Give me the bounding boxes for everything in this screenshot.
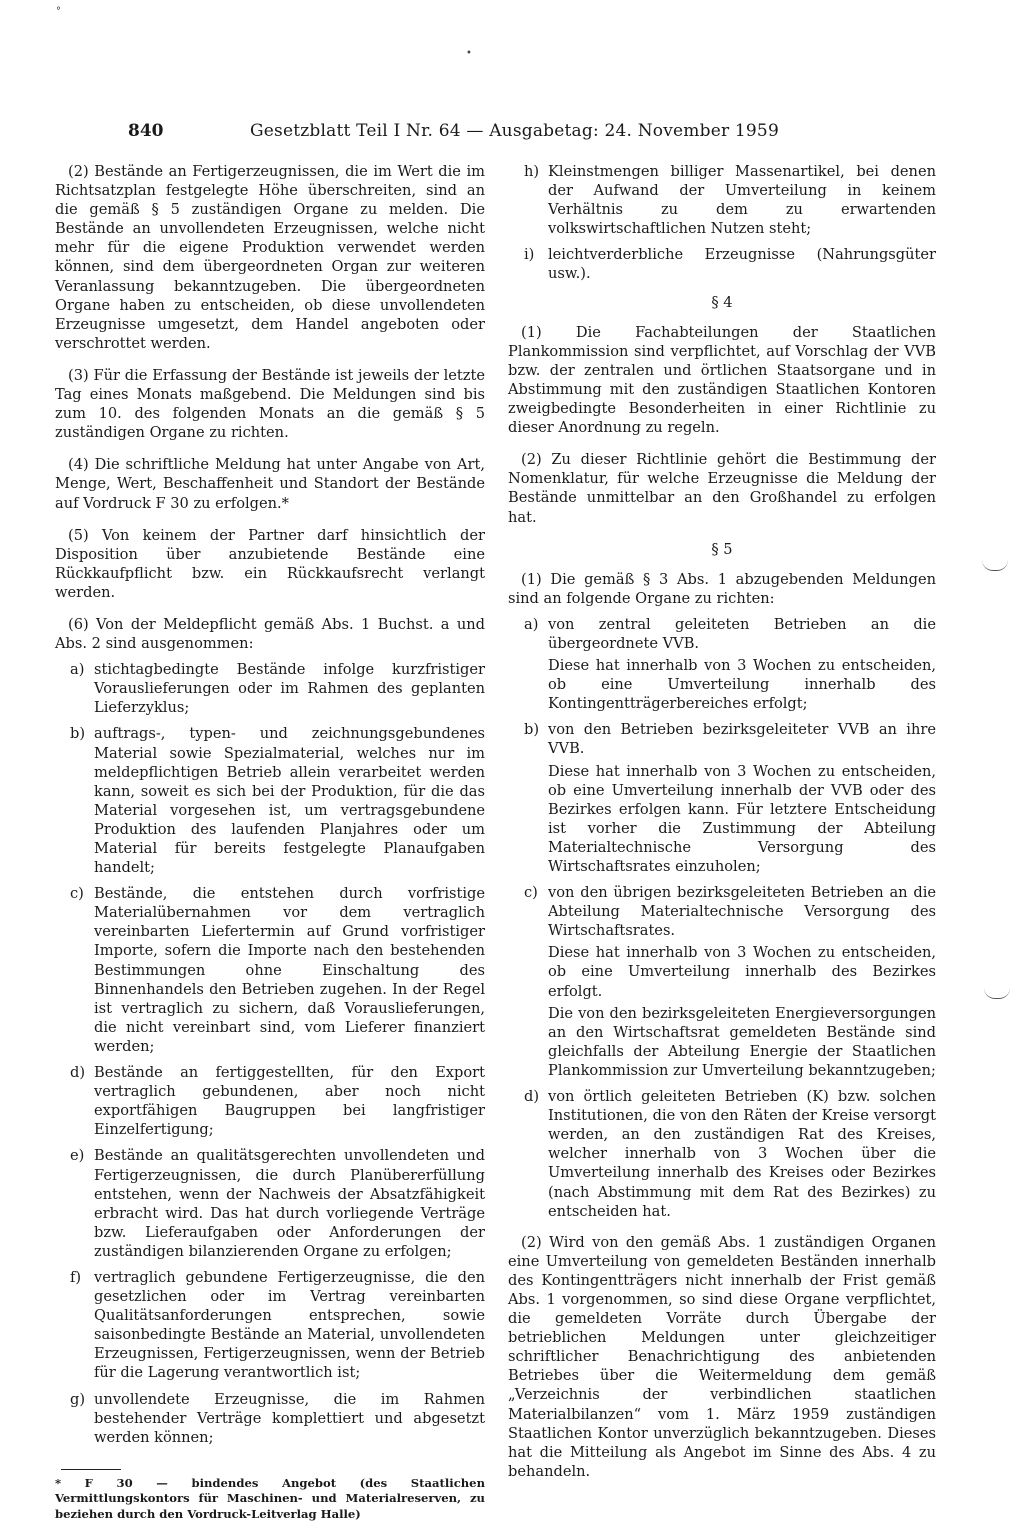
list-item-label: b): [524, 721, 540, 739]
list-item-text: auftrags-, typen- und zeichnungsgebundenes Material sowie Spezialmaterial, welches nur im meldepflichtigen Betrieb allein verarbeitet werden kann, soweit es sich bei der Produktion, für die das Material vorgesehen ist, um vertragsgebundene Produktion des laufenden Planjahres oder um Material für bereits festgelegte Planaufgaben handelt;: [94, 725, 485, 877]
list-item: [508, 883, 936, 1080]
list-item-text: stichtagbedingte Bestände infolge kurzfristiger Vorauslieferungen oder im Rahmen des geplanten Lieferzyklus;: [94, 661, 485, 717]
reporting-organs-list: [508, 615, 936, 1221]
list-item-label: e): [70, 1147, 85, 1165]
margin-mark-1: [982, 560, 1008, 571]
top-speck: •: [466, 48, 472, 59]
section-5-paragraph-1: (1) Die gemäß § 3 Abs. 1 abzugebenden Meldungen sind an folgende Organe zu richten:: [508, 570, 936, 607]
left-column: [55, 162, 485, 1522]
list-item-text: Bestände, die entstehen durch vorfristige Materialübernahmen vor dem vertraglich vereinbarten Liefertermin auf Grund vorfristiger Importe, sofern die Importe nach den bestehenden Bestimmungen ohne Einschaltung des Binnenhandels den Betrieben zugehen. In der Regel ist vertraglich zu sichern, daß Vorauslieferungen, die nicht vereinbart sind, vom Lieferer finanziert werden;: [94, 885, 485, 1055]
list-item: [55, 724, 485, 877]
corner-speck: °: [56, 6, 61, 17]
paragraph-4: (4) Die schriftliche Meldung hat unter Angabe von Art, Menge, Wert, Beschaffenheit und Standort der Bestände auf Vordruck F 30 zu erfolgen.*: [55, 456, 485, 512]
list-item: [508, 1087, 936, 1221]
list-item: [55, 1390, 485, 1447]
list-item-text: unvollendete Erzeugnisse, die im Rahmen bestehender Verträge komplettiert und abgesetzt werden können;: [94, 1390, 485, 1446]
paragraph-3: (3) Für die Erfassung der Bestände ist jeweils der letzte Tag eines Monats maßgebend. Die Meldungen sind bis zum 10. des folgenden Monats an die gemäß § 5 zuständigen Organe zu richten.: [55, 366, 485, 442]
page-header: [128, 118, 779, 144]
list-item-text: vertraglich gebundene Fertigerzeugnisse, die den gesetzlichen oder im Vertrag vereinbarten Qualitätsanforderungen entsprechen, sowie saisonbedingte Bestände an Material, unvollendeten Erzeugnissen, Fertigerzeugnissen, wenn der Betrieb für die Lagerung verantwortlich ist;: [94, 1268, 485, 1382]
margin-mark-2: [984, 988, 1010, 999]
list-item-subparagraph: Diese hat innerhalb von 3 Wochen zu entscheiden, ob eine Umverteilung innerhalb der VVB oder des Bezirkes erfolgen kann. Für letztere Entscheidung ist vorher die Zustimmung der Abteilung Materialtechnische Versorgung des Wirtschaftsrates einzuholen;: [548, 762, 936, 875]
section-4-paragraph-1: (1) Die Fachabteilungen der Staatlichen Plankommission sind verpflichtet, auf Vorschlag der VVB bzw. der zentralen und örtlichen Staatsorgane und in Abstimmung mit den zuständigen Staatlichen Kontoren zweigbedingte Besonderheiten in einer Richtlinie zu dieser Anordnung zu regeln.: [508, 323, 936, 437]
list-item-label: a): [70, 661, 85, 679]
list-item-label: g): [70, 1390, 86, 1408]
list-item: [508, 245, 936, 283]
list-item-text: von den Betrieben bezirksgeleiteter VVB an ihre VVB.: [548, 721, 936, 758]
list-item: [55, 1063, 485, 1139]
list-item-label: b): [70, 725, 86, 743]
list-item-text: von zentral geleiteten Betrieben an die übergeordnete VVB.: [548, 615, 936, 652]
list-item-subparagraph: Die von den bezirksgeleiteten Energieversorgungen an den Wirtschaftsrat gemeldeten Bestände sind gleichfalls der Abteilung Energie der Staatlichen Plankommission zur Umverteilung bekanntzugeben;: [548, 1004, 936, 1079]
exemption-list: [55, 660, 485, 1447]
list-item-text: von den übrigen bezirksgeleiteten Betrieben an die Abteilung Materialtechnische Versorgung des Wirtschaftsrates.: [548, 884, 936, 940]
list-item-subparagraph: Diese hat innerhalb von 3 Wochen zu entscheiden, ob eine Umverteilung innerhalb des Bezirkes erfolgt.: [548, 944, 936, 1000]
running-title: Gesetzblatt Teil I Nr. 64 — Ausgabetag: 24. November 1959: [250, 121, 779, 141]
section-4-paragraph-2: (2) Zu dieser Richtlinie gehört die Bestimmung der Nomenklatur, für welche Erzeugnisse die Meldung der Bestände unmittelbar an den Großhandel zu erfolgen hat.: [508, 451, 936, 526]
right-column: [508, 162, 936, 1494]
section-heading-5: § 5: [711, 540, 733, 558]
footnote: * F 30 — bindendes Angebot (des Staatlichen Vermittlungskontors für Maschinen- und Materialreserven, zu beziehen durch den Vordruck-Leitverlag Halle): [55, 1475, 485, 1521]
list-item-text: Kleinstmengen billiger Massenartikel, bei denen der Aufwand der Umverteilung in keinem Verhältnis zu dem zu erwartenden volkswirtschaftlichen Nutzen steht;: [548, 163, 936, 238]
list-item-text: Bestände an fertiggestellten, für den Export vertraglich gebundenen, aber noch nicht exportfähigen Baugruppen bei langfristiger Einzelfertigung;: [94, 1064, 485, 1139]
section-5-paragraph-2: (2) Wird von den gemäß Abs. 1 zuständigen Organen eine Umverteilung von gemeldeten Beständen innerhalb des Kontingentträgers nicht innerhalb der Frist gemäß Abs. 1 vorgenommen, so sind diese Organe verpflichtet, die gemeldeten Vorräte durch Übergabe der betrieblichen Meldungen unter gleichzeitiger schriftlicher Benachrichtigung des anbietenden Betriebes über die Weitermeldung dem gemäß „Verzeichnis der verbindlichen staatlichen Materialbilanzen“ vom 1. März 1959 zuständigen Staatlichen Kontor unverzüglich bekanntzugeben. Dieses hat die Mitteilung als Angebot im Sinne des Abs. 4 zu behandeln.: [508, 1233, 936, 1480]
list-item: [508, 720, 936, 876]
footnote-rule: [61, 1469, 121, 1470]
section-heading-4: § 4: [711, 293, 733, 311]
list-item-label: c): [524, 884, 538, 902]
paragraph-5: (5) Von keinem der Partner darf hinsichtlich der Disposition über anzubietende Bestände eine Rückkaufpflicht bzw. ein Rückkaufsrecht verlangt werden.: [55, 526, 485, 601]
list-item: [508, 162, 936, 238]
list-item-subparagraph: Diese hat innerhalb von 3 Wochen zu entscheiden, ob eine Umverteilung innerhalb des Kontingentträgerbereiches erfolgt;: [548, 657, 936, 713]
list-item-text: Bestände an qualitätsgerechten unvollendeten und Fertigerzeugnissen, die durch Planübererfüllung entstehen, wenn der Nachweis der Absatzfähigkeit erbracht wird. Das hat durch vorliegende Verträge bzw. Lieferaufgaben oder Anforderungen der zuständigen bilanzierenden Organe zu erfolgen;: [94, 1147, 485, 1260]
exemption-list-continued: [508, 162, 936, 284]
paragraph-2: (2) Bestände an Fertigerzeugnissen, die im Wert die im Richtsatzplan festgelegte Höhe überschreiten, sind an die gemäß § 5 zuständigen Organe zu melden. Die Bestände an unvollendeten Erzeugnissen, welche nicht mehr für die eigene Produktion verwendet werden können, sind dem übergeordneten Organ zur weiteren Veranlassung bekanntzugeben. Die übergeordneten Organe haben zu entscheiden, ob diese unvollendeten Erzeugnisse umgesetzt, dem Handel angeboten oder verschrottet werden.: [55, 163, 485, 352]
paragraph-6: (6) Von der Meldepflicht gemäß Abs. 1 Buchst. a und Abs. 2 sind ausgenommen:: [55, 615, 485, 653]
list-item-label: f): [70, 1268, 82, 1286]
list-item-label: h): [524, 163, 540, 180]
list-item-label: i): [524, 246, 535, 264]
list-item-text: leichtverderbliche Erzeugnisse (Nahrungsgüter usw.).: [548, 246, 936, 283]
list-item-label: d): [70, 1064, 86, 1082]
list-item-text: von örtlich geleiteten Betrieben (K) bzw. solchen Institutionen, die von den Räten der Kreise versorgt werden, an den zuständigen Rat des Kreises, welcher innerhalb von 3 Wochen über die Umverteilung innerhalb des Kreises oder Bezirkes (nach Abstimmung mit dem Rat des Bezirkes) zu entscheiden hat.: [548, 1088, 936, 1220]
list-item-label: c): [70, 885, 84, 903]
list-item: [508, 615, 936, 713]
list-item: [55, 884, 485, 1056]
page-number: 840: [128, 121, 164, 141]
list-item-label: a): [524, 615, 539, 633]
list-item: [55, 1146, 485, 1261]
list-item: [55, 1268, 485, 1383]
list-item: [55, 660, 485, 717]
list-item-label: d): [524, 1088, 540, 1106]
